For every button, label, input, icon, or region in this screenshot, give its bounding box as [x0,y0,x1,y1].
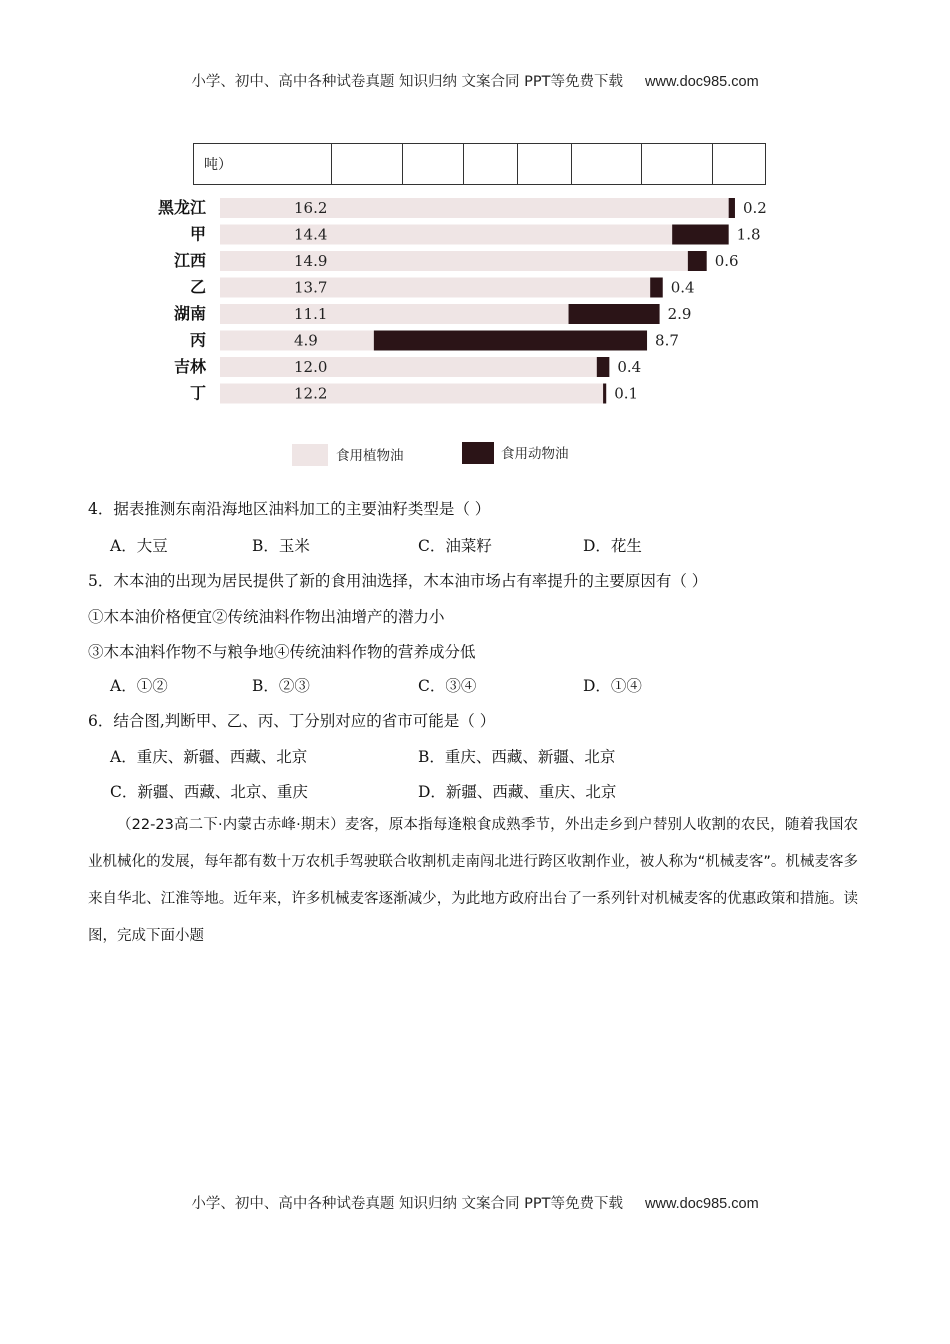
value-label-veg: 16.2 [294,199,328,217]
bar-animal-oil [650,278,663,298]
question-5-option-d[interactable]: D．①④ [583,677,642,695]
value-label-veg: 4.9 [294,331,318,350]
table-cell [713,144,766,185]
table-cell [518,144,572,185]
question-4-option-c[interactable]: C．油菜籽 [418,537,492,555]
question-6-option-d[interactable]: D．新疆、西藏、重庆、北京 [418,783,617,801]
question-5-statements-1: ①木本油价格便宜②传统油料作物出油增产的潜力小 [88,608,445,626]
question-6-option-a[interactable]: A．重庆、新疆、西藏、北京 [110,748,308,766]
value-label-animal: 0.1 [614,384,639,403]
question-4-option-d[interactable]: D．花生 [583,537,642,555]
value-label-animal: 0.4 [670,278,695,297]
table-row [194,144,766,185]
category-label: 黑龙江 [157,198,206,217]
legend-label-veg: 食用植物油 [336,448,404,464]
footer-text: 小学、初中、高中各种试卷真题 知识归纳 文案合同 PPT等免费下载 [191,1196,624,1212]
category-label: 吉林 [173,357,206,376]
header-text: 小学、初中、高中各种试卷真题 知识归纳 文案合同 PPT等免费下载 [191,74,624,90]
value-label-veg: 12.0 [294,358,328,376]
page-footer [0,1192,950,1213]
value-label-animal: 0.4 [617,358,642,376]
bar-animal-oil [688,251,707,271]
category-label: 湖南 [173,304,206,323]
header-site-link[interactable]: www.doc985.com [645,74,759,90]
data-table-fragment [193,143,766,185]
edible-oil-bar-chart [140,192,800,482]
legend-swatch-veg [292,444,328,466]
question-6-option-c[interactable]: C．新疆、西藏、北京、重庆 [110,783,308,801]
legend-label-animal: 食用动物油 [501,446,569,462]
question-4-option-a[interactable]: A．大豆 [110,537,168,555]
category-label: 丙 [189,330,206,350]
value-label-veg: 11.1 [294,305,328,323]
category-label: 乙 [189,277,206,297]
bar-animal-oil [374,331,647,351]
value-label-animal: 0.6 [714,252,739,270]
question-4-stem: 4．据表推测东南沿海地区油料加工的主要油籽类型是（ ） [88,500,491,518]
bar-animal-oil [569,304,660,324]
category-label: 甲 [189,224,206,244]
table-cell [642,144,713,185]
category-label: 江西 [173,251,206,270]
question-5-statements-2: ③木本油料作物不与粮争地④传统油料作物的营养成分低 [88,643,476,661]
value-label-veg: 14.4 [294,225,328,244]
bar-animal-oil [672,225,729,245]
question-5-option-a[interactable]: A．①② [110,677,168,695]
bar-veg-oil [220,225,672,245]
value-label-animal: 1.8 [736,225,761,244]
question-6-option-b[interactable]: B．重庆、西藏、新疆、北京 [418,748,616,766]
question-5-option-b[interactable]: B．②③ [252,677,310,695]
value-label-veg: 13.7 [294,278,328,297]
footer-site-link[interactable]: www.doc985.com [645,1196,759,1212]
bar-veg-oil [220,251,688,271]
question-5-option-c[interactable]: C．③④ [418,677,477,695]
bar-veg-oil [220,278,650,298]
bar-veg-oil [220,304,569,324]
question-6-stem: 6．结合图,判断甲、乙、丙、丁分别对应的省市可能是（ ） [88,712,496,730]
table-cell [464,144,518,185]
bar-animal-oil [597,357,610,377]
bar-veg-oil [220,357,597,377]
bar-animal-oil [603,384,606,404]
table-cell [572,144,642,185]
table-cell [403,144,464,185]
question-5-stem: 5．木本油的出现为居民提供了新的食用油选择，木本油市场占有率提升的主要原因有（ ） [88,572,708,590]
table-cell [332,144,403,185]
bar-animal-oil [729,198,735,218]
value-label-veg: 14.9 [294,252,328,270]
reading-passage: （22-23高二下·内蒙古赤峰·期末）麦客，原本指每逢粮食成熟季节，外出走乡到户替别人收割的农民，随着我国农业机械化的发展，每年都有数十万农机手驾驶联合收割机走南闯北进行跨区收割作业，被人称为“机械麦客”。机械麦客多来自华北、江淮等地。近年来，许多机械麦客逐渐减少，为此地方政府出台了一系列针对机械麦客的优惠政策和措施。读图，完成下面小题 [88,817,858,944]
value-label-veg: 12.2 [294,384,328,403]
bar-veg-oil [220,384,603,404]
value-label-animal: 2.9 [667,305,692,323]
value-label-animal: 8.7 [655,331,679,350]
legend-swatch-animal [462,442,494,464]
category-label: 丁 [189,383,206,403]
table-cell-unit: 吨） [194,144,332,185]
question-4-option-b[interactable]: B．玉米 [252,537,310,555]
value-label-animal: 0.2 [742,199,767,217]
page-header [0,70,950,91]
